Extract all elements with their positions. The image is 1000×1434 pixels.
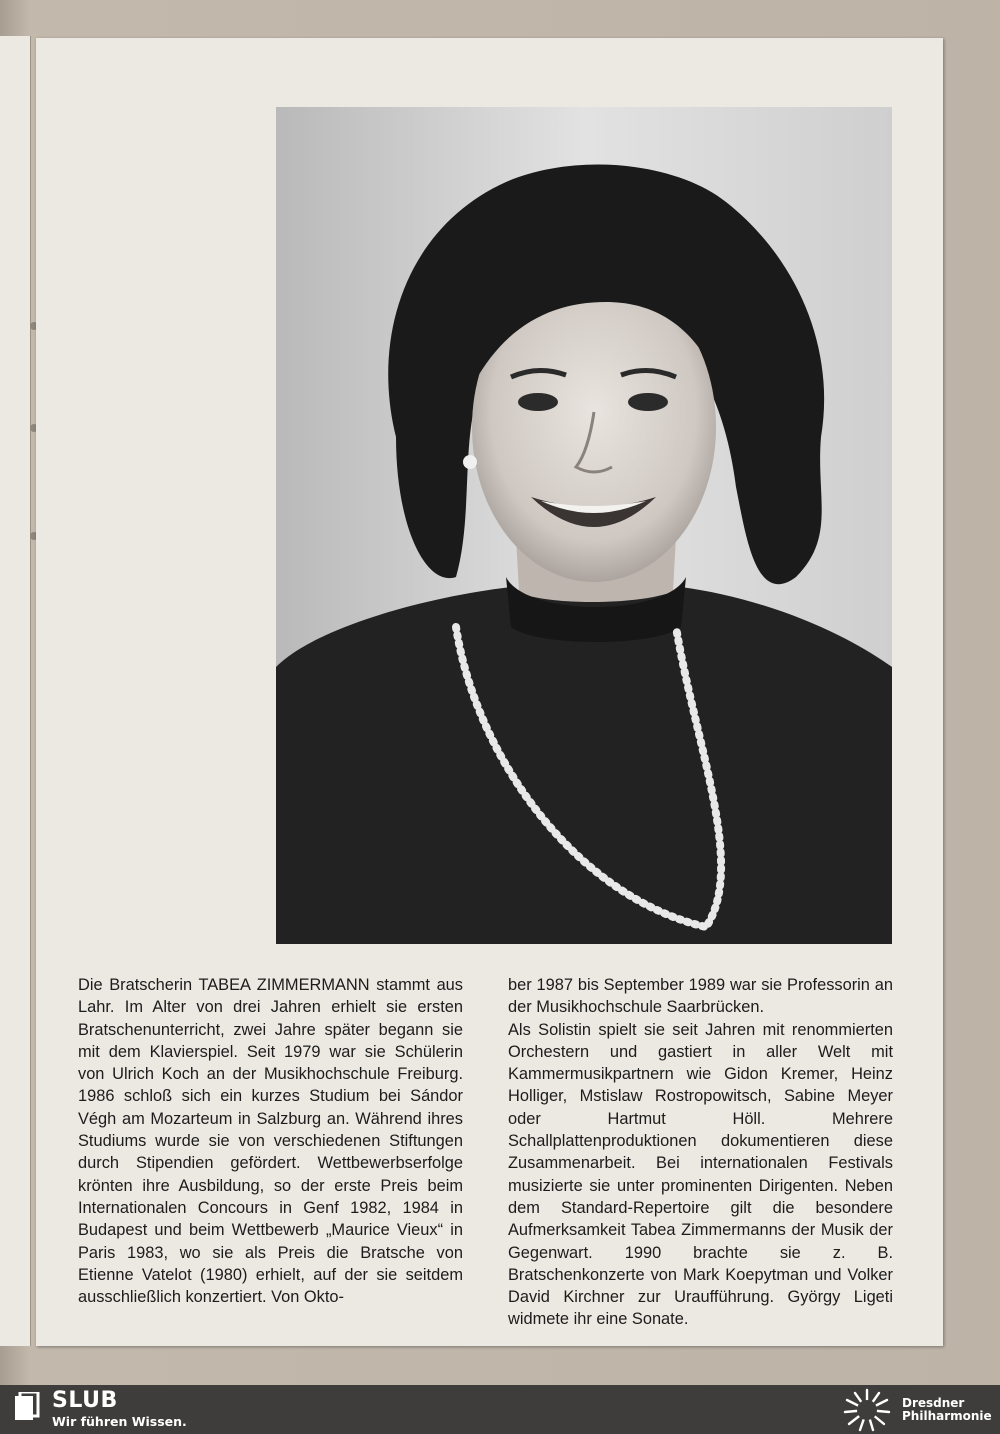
article-column-left: [78, 974, 463, 1308]
biography-paragraph: ber 1987 bis September 1989 war sie Professorin an der Musikhochschule Saarbrücken.: [508, 976, 893, 1017]
partner-name-line2: Philharmonie: [902, 1409, 992, 1423]
slub-name[interactable]: SLUB: [52, 1388, 118, 1413]
biography-paragraph: Die Bratscherin TABEA ZIMMERMANN stammt aus Lahr. Im Alter von drei Jahren erhielt sie ersten Bratschenunterricht, zwei Jahre später begann sie mit dem Klavierspiel. Seit 1979 war sie Schülerin von Ulrich Koch an der Musikhochschule Freiburg. 1986 schloß sich ein kurzes Studium bei Sándor Végh am Mozarteum in Salzburg an. Während ihres Studiums wurde sie von verschiedenen Stiftungen durch Stipendien gefördert. Wettbewerbserfolge krönten ihre Ausbildung, so der erste Preis beim Internationalen Concours in Genf 1982, 1984 in Budapest und beim Wettbewerb „Maurice Vieux“ in Paris 1983, wo sie als Preis die Bratsche von Etienne Vatelot (1980) erhielt, auf der sie seitdem ausschließlich konzertiert. Von Okto-: [78, 976, 463, 1307]
partner-name[interactable]: [902, 1397, 992, 1423]
portrait-illustration: [276, 107, 892, 944]
partner-name-line1: Dresdner: [902, 1396, 965, 1410]
portrait-photo: [276, 107, 892, 944]
slub-logo-icon[interactable]: [12, 1392, 42, 1424]
previous-page-edge: [0, 36, 31, 1346]
slub-tagline: Wir führen Wissen.: [52, 1414, 187, 1429]
article-column-right: [508, 974, 893, 1331]
biography-paragraph: Als Solistin spielt sie seit Jahren mit renommierten Orchestern und gastiert in aller Welt mit Kammermusikpartnern wie Gidon Kremer, Heinz Holliger, Mstislaw Rostropowitsch, Sabine Meyer oder Hartmut Höll. Mehrere Schallplattenproduktionen dokumentieren diese Zusammenarbeit. Bei internationalen Festivals musizierte sie unter prominenten Dirigenten. Neben dem Standard-Repertoire gilt die besondere Aufmerksamkeit Tabea Zimmermanns der Musik der Gegenwart. 1990 brachte sie z. B. Bratschenkonzerte von Mark Koepytman und Volker David Kirchner zur Uraufführung. György Ligeti widmete ihr eine Sonate.: [508, 1020, 893, 1329]
dresdner-philharmonie-logo-icon[interactable]: [842, 1388, 892, 1432]
